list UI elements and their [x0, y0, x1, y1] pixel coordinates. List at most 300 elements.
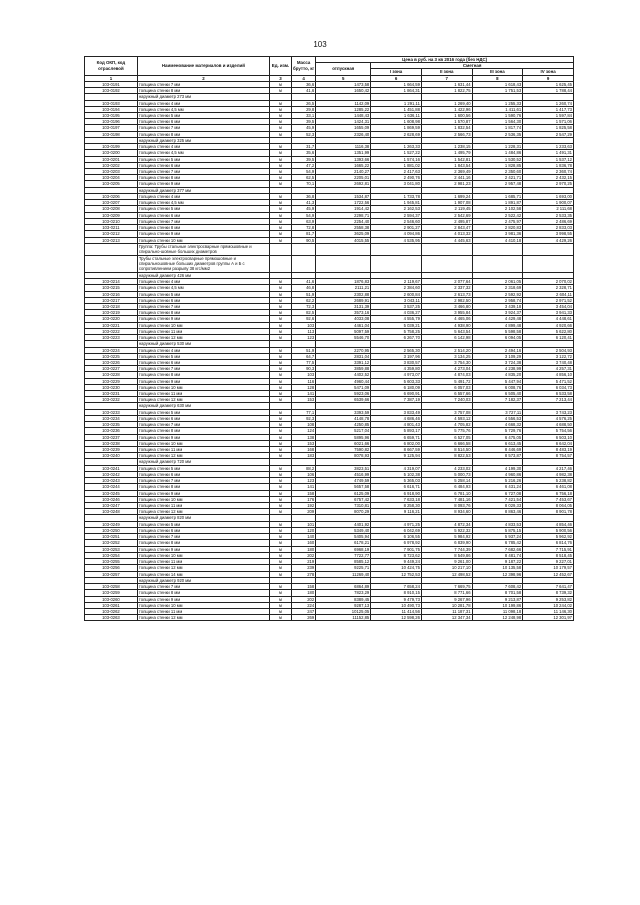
row-zone3-price: 9 213,87: [472, 596, 523, 602]
row-release-price: 2558,38: [316, 225, 371, 231]
row-zone3-price: 4 556,53: [472, 416, 523, 422]
row-zone4-price: 3 454,04: [523, 303, 574, 309]
row-zone1-price: 3 833,49: [371, 409, 422, 415]
row-mass: 101: [292, 521, 316, 527]
row-zone3-price: 2 957,48: [472, 181, 523, 187]
row-release-price: 5349,40: [316, 528, 371, 534]
row-release-price: 11269,40: [316, 571, 371, 577]
row-zone4-price: 4 217,46: [523, 465, 574, 471]
row-code: 103-0234: [85, 416, 138, 422]
row-mass: 180: [292, 590, 316, 596]
row-unit: м: [269, 571, 291, 577]
row-zone2-price: 4 273,04: [421, 366, 472, 372]
row-name: толщина стенки 12 мм: [137, 334, 269, 340]
row-zone2-price: 8 549,86: [421, 552, 472, 558]
row-zone1-price: 2 546,60: [371, 218, 422, 224]
row-zone1-price: 6 802,00: [371, 440, 422, 446]
row-mass: 72,3: [292, 303, 316, 309]
row-zone3-price: 1 255,33: [472, 100, 523, 106]
row-unit: м: [269, 353, 291, 359]
row-mass: 62,2: [292, 297, 316, 303]
row-code: 103-0231: [85, 391, 138, 397]
row-name: толщина стенки 9 мм: [137, 316, 269, 322]
row-zone1-price: 9 125,94: [371, 453, 422, 459]
row-zone2-price: 5 000,73: [421, 472, 472, 478]
row-release-price: 2140,27: [316, 169, 371, 175]
row-zone2-price: 2 843,47: [421, 225, 472, 231]
row-release-price: 1142,09: [316, 100, 371, 106]
row-release-price: [316, 255, 371, 272]
row-unit: м: [269, 503, 291, 509]
row-zone3-price: 1 685,71: [472, 194, 523, 200]
row-release-price: 1393,66: [316, 156, 371, 162]
row-zone2-price: 2 981,23: [421, 181, 472, 187]
row-zone3-price: 5 598,58: [472, 328, 523, 334]
row-release-price: 1473,58: [316, 81, 371, 87]
row-zone1-price: 3 041,80: [371, 181, 422, 187]
row-mass: 183: [292, 453, 316, 459]
row-code: 103-0228: [85, 372, 138, 378]
row-zone2-price: 1 822,75: [421, 88, 472, 94]
row-mass: 72,8: [292, 225, 316, 231]
row-mass: [292, 243, 316, 255]
row-zone2-price: 6 666,58: [421, 440, 472, 446]
row-code: 103-0260: [85, 596, 138, 602]
row-zone2-price: 8 093,76: [421, 503, 472, 509]
row-name: толщина стенки 7 мм: [137, 422, 269, 428]
row-unit: м: [269, 144, 291, 150]
row-unit: м: [269, 291, 291, 297]
row-zone4-price: 6 503,10: [523, 434, 574, 440]
row-release-price: 2831,04: [316, 353, 371, 359]
row-zone2-price: 12 498,52: [421, 571, 472, 577]
row-name: толщина стенки 8 мм: [137, 372, 269, 378]
row-zone3-price: 2 102,58: [472, 206, 523, 212]
row-code: 103-0250: [85, 528, 138, 534]
row-mass: 90,5: [292, 237, 316, 243]
row-unit: м: [269, 156, 291, 162]
row-zone1-price: 4 686,46: [371, 416, 422, 422]
row-release-price: 1665,22: [316, 162, 371, 168]
row-zone2-price: 4 872,34: [421, 521, 472, 527]
row-zone2-price: 8 771,66: [421, 590, 472, 596]
row-zone1-price: 1 263,33: [371, 144, 422, 150]
row-release-price: 2689,91: [316, 297, 371, 303]
row-release-price: 1448,43: [316, 113, 371, 119]
row-unit: м: [269, 150, 291, 156]
row-code: 103-0219: [85, 310, 138, 316]
row-code: 103-0252: [85, 540, 138, 546]
row-mass: 92,3: [292, 416, 316, 422]
row-zone3-price: 2 421,71: [472, 175, 523, 181]
row-zone2-price: 7 744,39: [421, 546, 472, 552]
row-zone4-price: 3 941,33: [523, 310, 574, 316]
row-zone1-price: 3 830,57: [371, 359, 422, 365]
row-unit: м: [269, 225, 291, 231]
row-name: толщина стенки 6 мм: [137, 162, 269, 168]
row-mass: 45,9: [292, 125, 316, 131]
row-release-price: 5097,59: [316, 328, 371, 334]
row-unit: м: [269, 119, 291, 125]
row-zone1-price: 1 291,11: [371, 100, 422, 106]
row-name: толщина стенки 5 мм: [137, 353, 269, 359]
row-zone2-price: 9 261,00: [421, 559, 472, 565]
row-mass: 138: [292, 434, 316, 440]
row-zone4-price: 2 070,02: [523, 279, 574, 285]
table-header: [85, 57, 574, 82]
row-zone4-price: 4 576,25: [523, 416, 574, 422]
row-zone4-price: 12 452,67: [523, 571, 574, 577]
header-code: Код ОКП, код отраслевой: [85, 57, 138, 76]
row-code: 103-0256: [85, 565, 138, 571]
row-release-price: 8070,29: [316, 509, 371, 515]
row-mass: 202: [292, 596, 316, 602]
row-unit: м: [269, 397, 291, 403]
header-zone-2: II зона: [421, 69, 472, 75]
row-mass: 123: [292, 334, 316, 340]
row-release-price: 4402,52: [316, 372, 371, 378]
row-zone2-price: 4 705,82: [421, 422, 472, 428]
row-zone2-price: 5 258,14: [421, 478, 472, 484]
row-mass: 54,9: [292, 169, 316, 175]
row-name: толщина стенки 6 мм: [137, 212, 269, 218]
row-zone3-price: 6 785,42: [472, 540, 523, 546]
row-zone2-price: 8 514,50: [421, 447, 472, 453]
row-unit: м: [269, 540, 291, 546]
row-zone4-price: 4 429,26: [523, 237, 574, 243]
row-mass: 77,5: [292, 359, 316, 365]
row-unit: м: [269, 409, 291, 415]
row-mass: 106: [292, 472, 316, 478]
row-zone4-price: 5 238,82: [523, 478, 574, 484]
row-zone1-price: 2 417,63: [371, 169, 422, 175]
row-mass: 35,6: [292, 150, 316, 156]
row-unit: м: [269, 602, 291, 608]
row-code: 103-0257: [85, 571, 138, 577]
row-mass: 39,5: [292, 119, 316, 125]
row-zone1-price: 7 901,75: [371, 546, 422, 552]
row-zone3-price: 9 187,22: [472, 559, 523, 565]
header-price-title: Цена в руб. на 3 кв 2016 года (без НДС): [316, 57, 574, 63]
row-mass: 176: [292, 496, 316, 502]
row-zone4-price: 8 483,19: [523, 447, 574, 453]
row-zone1-price: 4 801,43: [371, 422, 422, 428]
row-zone2-price: 10 281,78: [421, 602, 472, 608]
row-zone4-price: 6 034,73: [523, 384, 574, 390]
row-code: 103-0261: [85, 602, 138, 608]
row-name: толщина стенки 9 мм: [137, 378, 269, 384]
row-mass: 36,8: [292, 194, 316, 200]
row-zone2-price: 1 269,40: [421, 100, 472, 106]
row-zone4-price: 5 962,92: [523, 534, 574, 540]
row-unit: м: [269, 237, 291, 243]
row-zone3-price: 4 960,86: [472, 472, 523, 478]
row-release-price: [316, 243, 371, 255]
row-zone3-price: 2 475,97: [472, 218, 523, 224]
row-name: толщина стенки 7 мм: [137, 534, 269, 540]
row-zone1-price: 9 116,21: [371, 509, 422, 515]
row-name: толщина стенки 6 мм: [137, 359, 269, 365]
row-unit: м: [269, 285, 291, 291]
section-label: наружный диаметр 720 мм: [137, 459, 269, 465]
row-zone3-price: 6 613,45: [472, 440, 523, 446]
row-release-price: 4401,92: [316, 521, 371, 527]
row-zone1-price: 4 971,25: [371, 521, 422, 527]
row-zone4-price: 6 533,58: [523, 391, 574, 397]
row-name: толщина стенки 10 мм: [137, 602, 269, 608]
row-name: толщина стенки 4,5 мм: [137, 200, 269, 206]
row-code: 103-0238: [85, 440, 138, 446]
row-zone1-price: [371, 243, 422, 255]
row-zone3-price: [472, 255, 523, 272]
row-zone2-price: 2 495,87: [421, 218, 472, 224]
row-zone3-price: 2 318,69: [472, 285, 523, 291]
row-mass: 124: [292, 428, 316, 434]
row-zone4-price: 4 856,10: [523, 372, 574, 378]
row-zone1-price: 4 319,07: [371, 465, 422, 471]
row-zone4-price: 2 547,29: [523, 131, 574, 137]
row-zone4-price: 5 754,56: [523, 428, 574, 434]
row-code: 103-0207: [85, 200, 138, 206]
row-code: 103-0218: [85, 303, 138, 309]
row-code: 103-0253: [85, 546, 138, 552]
row-name: толщина стенки 5 мм: [137, 291, 269, 297]
row-name: толщина стенки 4,5 мм: [137, 106, 269, 112]
row-zone2-price: 1 238,15: [421, 144, 472, 150]
row-release-price: 9287,13: [316, 602, 371, 608]
row-name: толщина стенки 11 мм: [137, 328, 269, 334]
row-code: 103-0233: [85, 409, 138, 415]
row-unit: м: [269, 378, 291, 384]
row-code: 103-0244: [85, 484, 138, 490]
row-zone4-price: 3 998,55: [523, 231, 574, 237]
row-code: 103-0239: [85, 447, 138, 453]
row-zone1-price: 1 574,16: [371, 156, 422, 162]
row-mass: 62,5: [292, 175, 316, 181]
row-name: толщина стенки 6 мм: [137, 119, 269, 125]
row-release-price: 4516,99: [316, 472, 371, 478]
row-code: 103-0222: [85, 328, 138, 334]
header-unit: Ед. изм.: [269, 57, 291, 76]
row-code: 103-0262: [85, 608, 138, 614]
row-zone1-price: 1 869,59: [371, 125, 422, 131]
row-zone4-price: 1 537,12: [523, 156, 574, 162]
row-name: толщина стенки 5 мм: [137, 465, 269, 471]
row-mass: 46,8: [292, 285, 316, 291]
row-mass: 51,9: [292, 347, 316, 353]
row-zone4-price: 7 641,47: [523, 584, 574, 590]
row-code: [85, 255, 138, 272]
row-mass: 70,1: [292, 181, 316, 187]
row-zone1-price: 6 267,70: [371, 334, 422, 340]
row-release-price: 4749,59: [316, 478, 371, 484]
row-release-price: 3625,09: [316, 231, 371, 237]
row-zone2-price: 2 542,69: [421, 212, 472, 218]
row-unit: м: [269, 322, 291, 328]
row-mass: 52,3: [292, 131, 316, 137]
row-mass: 26,5: [292, 100, 316, 106]
row-release-price: 5895,96: [316, 434, 371, 440]
row-code: 103-0230: [85, 384, 138, 390]
row-mass: 224: [292, 602, 316, 608]
row-zone3-price: 8 029,33: [472, 503, 523, 509]
row-unit: м: [269, 169, 291, 175]
row-code: 103-0210: [85, 218, 138, 224]
row-release-price: 3393,59: [316, 409, 371, 415]
row-unit: м: [269, 310, 291, 316]
row-zone4-price: 1 625,45: [523, 81, 574, 87]
price-table-container: [84, 56, 574, 621]
row-unit: м: [269, 200, 291, 206]
row-zone3-price: 8 446,69: [472, 447, 523, 453]
colnum: 2: [137, 75, 269, 81]
row-mass: 120: [292, 528, 316, 534]
row-unit: м: [269, 608, 291, 614]
row-name: толщина стенки 6 мм: [137, 528, 269, 534]
row-code: 103-0254: [85, 552, 138, 558]
row-zone2-price: [421, 243, 472, 255]
row-zone3-price: 12 398,96: [472, 571, 523, 577]
row-unit: м: [269, 297, 291, 303]
row-release-price: 8389,45: [316, 596, 371, 602]
row-name: толщина стенки 8 мм: [137, 428, 269, 434]
row-name: толщина стенки 8 мм: [137, 88, 269, 94]
row-mass: 41,6: [292, 279, 316, 285]
row-zone3-price: 1 817,74: [472, 125, 523, 131]
row-zone2-price: 7 240,03: [421, 397, 472, 403]
row-zone2-price: 6 484,93: [421, 484, 472, 490]
row-name: толщина стенки 11 мм: [137, 447, 269, 453]
row-unit: м: [269, 359, 291, 365]
row-zone4-price: 1 597,84: [523, 113, 574, 119]
row-unit: м: [269, 279, 291, 285]
row-mass: 141: [292, 484, 316, 490]
row-mass: 47,2: [292, 162, 316, 168]
row-zone3-price: 2 958,74: [472, 297, 523, 303]
row-code: 103-0198: [85, 131, 138, 137]
row-zone4-price: 11 146,30: [523, 608, 574, 614]
row-zone4-price: 6 814,76: [523, 540, 574, 546]
row-name: толщина стенки 5 мм: [137, 409, 269, 415]
row-name: толщина стенки 11 мм: [137, 503, 269, 509]
row-name: толщина стенки 9 мм: [137, 231, 269, 237]
row-release-price: 7722,77: [316, 552, 371, 558]
row-release-price: 2326,40: [316, 131, 371, 137]
row-zone4-price: 2 604,11: [523, 291, 574, 297]
row-zone4-price: 6 461,08: [523, 484, 574, 490]
section-label: наружный диаметр 273 мм: [137, 94, 269, 100]
row-unit: м: [269, 521, 291, 527]
row-zone3-price: 2 820,83: [472, 225, 523, 231]
row-zone1-price: 12 598,26: [371, 615, 422, 621]
row-code: 103-0259: [85, 590, 138, 596]
price-table: [84, 56, 574, 621]
row-name: толщина стенки 5 мм: [137, 113, 269, 119]
row-zone1-price: 1 945,81: [371, 200, 422, 206]
section-label: наружный диаметр 820 мм: [137, 515, 269, 521]
row-unit: м: [269, 584, 291, 590]
row-zone3-price: 8 573,87: [472, 453, 523, 459]
row-code: 103-0237: [85, 434, 138, 440]
row-code: 103-0195: [85, 113, 138, 119]
row-zone3-price: 1 828,85: [472, 162, 523, 168]
row-mass: 202: [292, 552, 316, 558]
row-code: 103-0216: [85, 291, 138, 297]
row-zone1-price: 10 490,73: [371, 602, 422, 608]
row-name: толщина стенки 7 мм: [137, 218, 269, 224]
row-unit: м: [269, 131, 291, 137]
row-zone1-price: 2 901,27: [371, 225, 422, 231]
colnum: 4: [292, 75, 316, 81]
row-zone1-price: 11 414,56: [371, 608, 422, 614]
row-release-price: 5657,58: [316, 484, 371, 490]
row-zone4-price: 6 120,41: [523, 334, 574, 340]
row-zone2-price: 3 955,84: [421, 310, 472, 316]
row-zone2-price: 5 922,32: [421, 528, 472, 534]
row-name: толщина стенки 9 мм: [137, 596, 269, 602]
row-unit: м: [269, 175, 291, 181]
row-mass: 180: [292, 546, 316, 552]
row-name: толщина стенки 7 мм: [137, 478, 269, 484]
row-zone4-price: 8 064,05: [523, 503, 574, 509]
row-zone3-price: 8 481,74: [472, 552, 523, 558]
row-zone3-price: 3 981,36: [472, 231, 523, 237]
row-zone2-price: 4 445,63: [421, 237, 472, 243]
colnum: 9: [523, 75, 574, 81]
row-zone3-price: 1 228,31: [472, 144, 523, 150]
row-zone1-price: 6 918,90: [371, 490, 422, 496]
row-zone1-price: 6 042,69: [371, 528, 422, 534]
row-zone1-price: 8 723,62: [371, 552, 422, 558]
row-zone1-price: 12 752,53: [371, 571, 422, 577]
row-code: 103-0200: [85, 150, 138, 156]
row-zone2-price: 4 593,12: [421, 416, 472, 422]
row-zone2-price: 6 057,03: [421, 384, 472, 390]
row-release-price: 8078,93: [316, 453, 371, 459]
row-unit: м: [269, 528, 291, 534]
row-zone2-price: 9 267,96: [421, 596, 472, 602]
row-unit: м: [269, 496, 291, 502]
row-unit: м: [269, 366, 291, 372]
row-code: 103-0225: [85, 353, 138, 359]
row-unit: м: [269, 212, 291, 218]
row-zone3-price: 7 421,54: [472, 496, 523, 502]
row-zone3-price: 4 410,18: [472, 237, 523, 243]
row-code: 103-0220: [85, 316, 138, 322]
row-name: толщина стенки 12 мм: [137, 397, 269, 403]
row-zone1-price: 3 043,11: [371, 297, 422, 303]
row-name: толщина стенки 7 мм: [137, 303, 269, 309]
row-unit: м: [269, 422, 291, 428]
row-name: толщина стенки 9 мм: [137, 546, 269, 552]
row-zone2-price: 8 822,53: [421, 453, 472, 459]
row-zone1-price: 9 449,24: [371, 559, 422, 565]
row-zone1-price: 1 451,88: [371, 106, 422, 112]
row-zone3-price: 3 924,37: [472, 310, 523, 316]
row-zone4-price: 1 571,06: [523, 119, 574, 125]
row-zone4-price: 1 417,73: [523, 106, 574, 112]
row-code: 103-0263: [85, 615, 138, 621]
row-unit: м: [269, 125, 291, 131]
row-zone1-price: 1 664,59: [371, 81, 422, 87]
colnum: 3: [269, 75, 291, 81]
row-release-price: 3823,51: [316, 465, 371, 471]
row-mass: 103: [292, 372, 316, 378]
row-zone4-price: 2 328,71: [523, 285, 574, 291]
row-mass: 192: [292, 503, 316, 509]
row-zone1-price: [371, 255, 422, 272]
row-code: 103-0217: [85, 297, 138, 303]
